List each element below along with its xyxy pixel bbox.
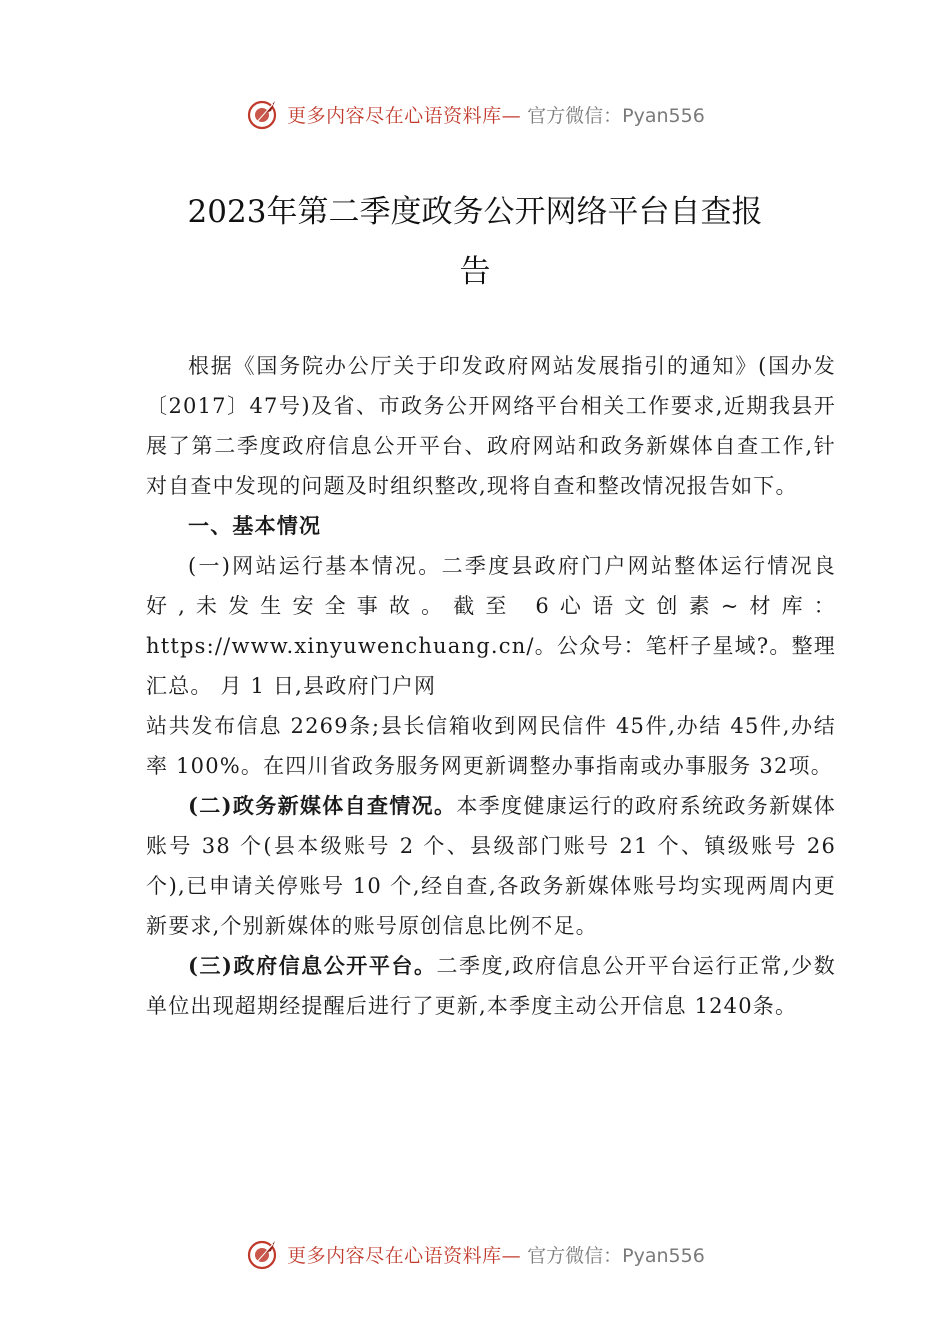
paragraph-newmedia-text: 本季度健康运行的政府系统政务新媒体账号 38 个(县本级账号 2 个、县级部门账号 21 个、镇级账号 26 个),已申请关停账号 10 个,经自查,各政务新媒体账号均实现两周内更新要求,个别新媒体的账号原创信息比例不足。 [146,794,836,938]
paragraph-newmedia [146,786,836,946]
paragraph-website-lead: (一)网站运行基本情况。 [188,554,442,578]
quill-logo-icon [245,96,281,132]
banner-wechat: 官方微信：Pyan556 [527,104,705,127]
paragraph-info-platform-lead: (三)政府信息公开平台。 [188,953,437,978]
footer-slogan: 更多内容尽在心语资料库— [287,1244,522,1267]
banner-slogan: 更多内容尽在心语资料库— [287,104,522,127]
paragraph-website-cont: 站共发布信息 2269条;县长信箱收到网民信件 45件,办结 45件,办结率 100%。在四川省政务服务网更新调整办事指南或办事服务 32项。 [146,714,836,778]
title-line-2: 告 [459,254,491,290]
footer-wechat: 官方微信：Pyan556 [527,1244,705,1267]
intro-paragraph: 根据《国务院办公厅关于印发政府网站发展指引的通知》(国办发〔2017〕47号)及省、市政务公开网络平台相关工作要求,近期我县开展了第二季度政府信息公开平台、政府网站和政务新媒体自查工作,针对自查中发现的问题及时组织整改,现将自查和整改情况报告如下。 [146,354,836,498]
section-heading-basic: 一、基本情况 [188,514,322,538]
header-banner [0,92,950,136]
paragraph-info-platform-text: 二季度,政府信息公开平台运行正常,少数单位出现超期经提醒后进行了更新,本季度主动公开信息 1240条。 [146,954,836,1018]
paragraph-newmedia-lead: (二)政务新媒体自查情况。 [188,793,457,818]
paragraph-website [146,546,836,706]
document-title [100,182,850,302]
footer-banner [0,1232,950,1276]
paragraph-website-text: 二季度县政府门户网站整体运行情况良好,未发生安全事故。截至 6心语文创素~材库：https://www.xinyuwenchuang.cn/。公众号：笔杆子星域?。整理汇总。 月 1 日,县政府门户网 [146,554,836,698]
paragraph-info-platform [146,946,836,1026]
title-line-1: 2023年第二季度政务公开网络平台自查报 [187,194,763,230]
document-body [146,346,836,1026]
quill-logo-icon [245,1236,281,1272]
